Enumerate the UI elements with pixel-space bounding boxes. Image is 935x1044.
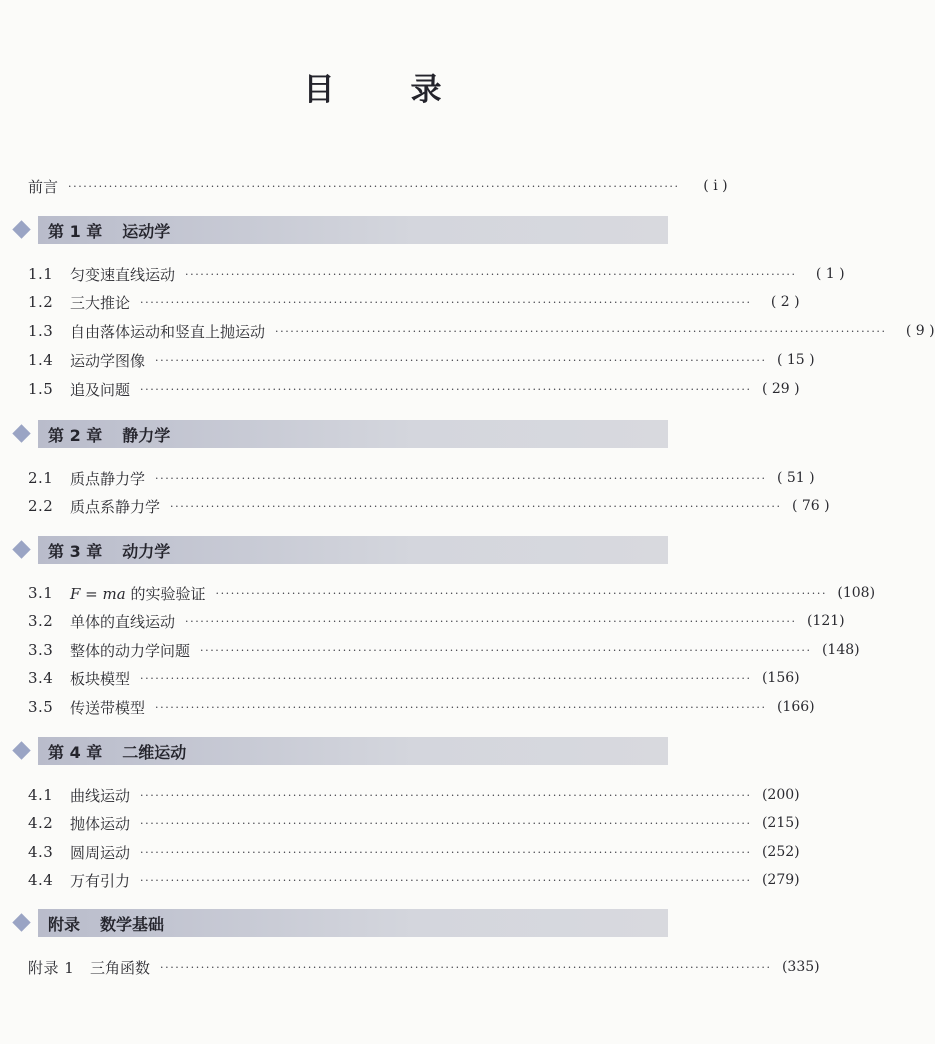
diamond-icon (12, 913, 30, 931)
entry-label: 三大推论 (70, 293, 131, 312)
toc-entry[interactable] (28, 783, 800, 807)
entry-label: 传送带模型 (70, 698, 146, 717)
entry-page: ( 2 ) (770, 294, 800, 310)
leader-dots: ························································································································ (140, 873, 752, 887)
entry-number: 1.3 (28, 322, 54, 340)
entry-label: 万有引力 (70, 871, 131, 890)
toc-entry[interactable] (28, 840, 800, 864)
diamond-icon (12, 220, 30, 238)
entry-number: 3.2 (28, 612, 54, 630)
entry-page: ( 1 ) (815, 266, 845, 282)
entry-number: 4.1 (28, 786, 54, 804)
entry-number: 1.2 (28, 293, 54, 311)
entry-page: (279) (761, 872, 800, 888)
entry-page: ( i ) (703, 178, 728, 194)
leader-dots: ························································································································ (275, 324, 887, 338)
leader-dots: ························································································································ (185, 267, 797, 281)
entry-number: 附录 1 (28, 958, 75, 977)
leader-dots: ························································································································ (140, 382, 752, 396)
leader-dots: ························································································································ (155, 471, 767, 485)
diamond-icon (12, 424, 30, 442)
chapter-number: 第 3 章 (48, 541, 103, 561)
leader-dots: ························································································································ (140, 671, 752, 685)
toc-entry[interactable] (28, 290, 800, 314)
toc-entry[interactable] (28, 494, 830, 518)
leader-dots: ························································································································ (215, 586, 828, 600)
entry-label: 自由落体运动和竖直上抛运动 (70, 322, 266, 341)
entry-label: 匀变速直线运动 (70, 265, 176, 284)
entry-number: 4.3 (28, 843, 54, 861)
chapter-number: 附录 (48, 914, 81, 934)
leader-dots: ························································································································ (140, 845, 752, 859)
toc-entry[interactable] (28, 666, 800, 690)
chapter-bar (38, 536, 668, 564)
leader-dots: ························································································································ (68, 179, 680, 193)
toc-entry[interactable] (28, 868, 800, 892)
toc-entry[interactable] (28, 955, 820, 979)
entry-label: 曲线运动 (70, 786, 131, 805)
entry-page: (335) (781, 959, 820, 975)
toc-entry[interactable] (28, 638, 860, 662)
entry-page: ( 51 ) (776, 470, 815, 486)
page-title (0, 64, 745, 109)
leader-dots: ························································································································ (155, 700, 767, 714)
entry-label: 三角函数 (90, 958, 151, 977)
leader-dots: ························································································································ (140, 788, 752, 802)
toc-entry[interactable] (28, 319, 935, 343)
toc-entry[interactable] (28, 262, 845, 286)
toc-entry[interactable] (28, 466, 815, 490)
title-char-2: 录 (410, 72, 442, 108)
toc-entry[interactable] (28, 695, 815, 719)
chapter-number: 第 1 章 (48, 221, 103, 241)
chapter-title: 动力学 (122, 541, 171, 561)
leader-dots: ························································································································ (140, 295, 752, 309)
entry-page: (215) (761, 815, 800, 831)
entry-label: 追及问题 (70, 380, 131, 399)
entry-page: (108) (837, 585, 876, 601)
chapter-header-appendix[interactable] (12, 909, 668, 937)
chapter-header-2[interactable] (12, 420, 668, 448)
entry-page: ( 15 ) (776, 352, 815, 368)
entry-number: 3.4 (28, 669, 54, 687)
entry-page: ( 76 ) (791, 498, 830, 514)
chapter-bar (38, 216, 668, 244)
entry-page: (148) (821, 642, 860, 658)
leader-dots: ························································································································ (155, 353, 767, 367)
entry-page: (121) (806, 613, 845, 629)
entry-number: 1.1 (28, 265, 54, 283)
entry-number: 4.4 (28, 871, 54, 889)
entry-number: 3.1 (28, 584, 54, 602)
entry-page: (156) (761, 670, 800, 686)
chapter-header-3[interactable] (12, 536, 668, 564)
diamond-icon (12, 741, 30, 759)
leader-dots: ························································································································ (160, 960, 772, 974)
chapter-number: 第 4 章 (48, 742, 103, 762)
entry-label: 抛体运动 (70, 814, 131, 833)
entry-label: 整体的动力学问题 (70, 641, 191, 660)
diamond-icon (12, 540, 30, 558)
chapter-title: 运动学 (122, 221, 171, 241)
entry-page: ( 9 ) (905, 323, 935, 339)
entry-number: 1.5 (28, 380, 54, 398)
entry-number: 2.2 (28, 497, 54, 515)
toc-entry[interactable] (28, 609, 845, 633)
entry-label: 质点系静力学 (70, 497, 161, 516)
leader-dots: ························································································································ (170, 499, 782, 513)
entry-page: (252) (761, 844, 800, 860)
entry-number: 1.4 (28, 351, 54, 369)
chapter-bar (38, 737, 668, 765)
entry-number: 3.3 (28, 641, 54, 659)
toc-entry[interactable] (28, 377, 800, 401)
chapter-title: 静力学 (122, 425, 171, 445)
entry-label: 前言 (28, 177, 59, 196)
chapter-bar (38, 420, 668, 448)
entry-label: 单体的直线运动 (70, 612, 176, 631)
entry-label: 板块模型 (70, 669, 131, 688)
entry-label: 质点静力学 (70, 469, 146, 488)
leader-dots: ························································································································ (200, 643, 812, 657)
chapter-title: 数学基础 (100, 914, 165, 934)
leader-dots: ························································································································ (140, 816, 752, 830)
toc-entry[interactable] (28, 581, 876, 605)
toc-entry-preface[interactable] (28, 174, 728, 198)
entry-label (70, 583, 205, 604)
chapter-header-1[interactable] (12, 216, 668, 244)
entry-page: (166) (776, 699, 815, 715)
chapter-title: 二维运动 (122, 742, 187, 762)
entry-label: 圆周运动 (70, 843, 131, 862)
toc-entry[interactable] (28, 811, 800, 835)
chapter-bar (38, 909, 668, 937)
chapter-header-4[interactable] (12, 737, 668, 765)
entry-page: ( 29 ) (761, 381, 800, 397)
toc-entry[interactable] (28, 348, 815, 372)
entry-label: 运动学图像 (70, 351, 146, 370)
formula: F = ma (70, 584, 126, 603)
entry-page: (200) (761, 787, 800, 803)
title-char-1: 目 (303, 72, 335, 108)
entry-number: 4.2 (28, 814, 54, 832)
leader-dots: ························································································································ (185, 614, 797, 628)
entry-number: 3.5 (28, 698, 54, 716)
entry-number: 2.1 (28, 469, 54, 487)
entry-label-text: 的实验验证 (125, 584, 206, 603)
chapter-number: 第 2 章 (48, 425, 103, 445)
